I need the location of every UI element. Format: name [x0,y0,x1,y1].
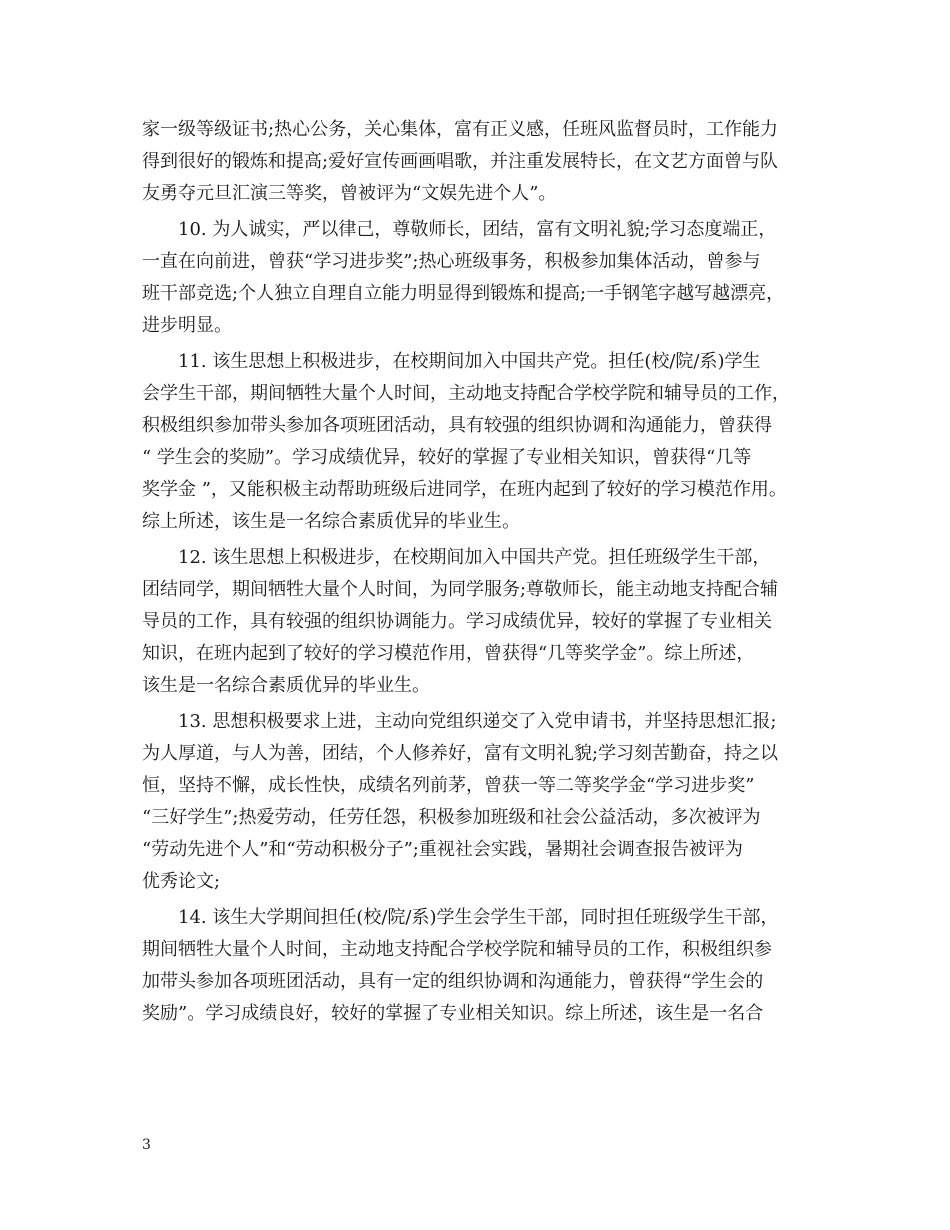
text-line: 期间牺牲大量个人时间，主动地支持配合学校学院和辅导员的工作，积极组织参 [142,939,772,960]
text-line: 知识，在班内起到了较好的学习模范作用，曾获得“几等奖学金”。综上所述， [142,643,755,664]
text-line: 综上所述，该生是一名综合素质优异的毕业生。 [142,511,520,532]
document-body [142,114,822,1030]
paragraph-item-13 [142,706,822,898]
text-line: 该生是一名综合素质优异的毕业生。 [142,675,430,696]
text-line: 优秀论文; [142,871,221,892]
text-line: 14. 该生大学期间担任(校/院/系)学生会学生干部，同时担任班级学生干部， [178,907,779,928]
text-line: 13. 思想积极要求上进，主动向党组织递交了入党申请书，并坚持思想汇报; [178,711,777,732]
text-line: “三好学生”;热爱劳动，任劳任怨，积极参加班级和社会公益活动，多次被评为 [142,807,761,828]
page-number: 3 [142,1137,151,1153]
text-line: 加带头参加各项班团活动，具有一定的组织协调和沟通能力，曾获得“学生会的 [142,971,764,992]
text-line: 奖学金 ”，又能积极主动帮助班级后进同学，在班内起到了较好的学习模范作用。 [142,479,787,500]
text-line: 团结同学，期间牺牲大量个人时间，为同学服务;尊敬师长，能主动地支持配合辅 [142,579,779,600]
text-line: 奖励”。学习成绩良好，较好的掌握了专业相关知识。综上所述，该生是一名合 [142,1003,764,1024]
paragraph-item-14 [142,902,822,1030]
text-line: 会学生干部，期间牺牲大量个人时间，主动地支持配合学校学院和辅导员的工作， [142,383,790,404]
text-line: 恒，坚持不懈，成长性快，成绩名列前茅，曾获一等二等奖学金“学习进步奖” [142,775,755,796]
paragraph-item-12 [142,542,822,702]
text-line: 12. 该生思想上积极进步，在校期间加入中国共产党。担任班级学生干部， [178,547,771,568]
paragraph-continuation-9 [142,114,822,210]
text-line: 友勇夺元旦汇演三等奖，曾被评为“文娱先进个人”。 [142,183,557,204]
text-line: 得到很好的锻炼和提高;爱好宣传画画唱歌，并注重发展特长，在文艺方面曾与队 [142,151,779,172]
paragraph-item-11 [142,346,822,538]
text-line: 导员的工作，具有较强的组织协调能力。学习成绩优异，较好的掌握了专业相关 [142,611,772,632]
text-line: 班干部竞选;个人独立自理自立能力明显得到锻炼和提高;一手钢笔字越写越漂亮， [142,283,785,304]
text-line: 11. 该生思想上积极进步，在校期间加入中国共产党。担任(校/院/系)学生 [178,351,761,372]
text-line: 为人厚道，与人为善，团结，个人修养好，富有文明礼貌;学习刻苦勤奋，持之以 [142,743,779,764]
text-line: 积极组织参加带头参加各项班团活动，具有较强的组织协调和沟通能力，曾获得 [142,415,772,436]
text-line: 一直在向前进，曾获“学习进步奖”;热心班级事务，积极参加集体活动，曾参与 [142,251,761,272]
text-line: “ 学生会的奖励”。学习成绩优异，较好的掌握了专业相关知识，曾获得“几等 [142,447,752,468]
text-line: “劳动先进个人”和“劳动积极分子”;重视社会实践，暑期社会调查报告被评为 [142,839,743,860]
text-line: 进步明显。 [142,315,232,336]
text-line: 家一级等级证书;热心公务，关心集体，富有正义感，任班风监督员时，工作能力 [142,119,779,140]
text-line: 10. 为人诚实，严以律己，尊敬师长，团结，富有文明礼貌;学习态度端正， [178,219,777,240]
paragraph-item-10 [142,214,822,342]
